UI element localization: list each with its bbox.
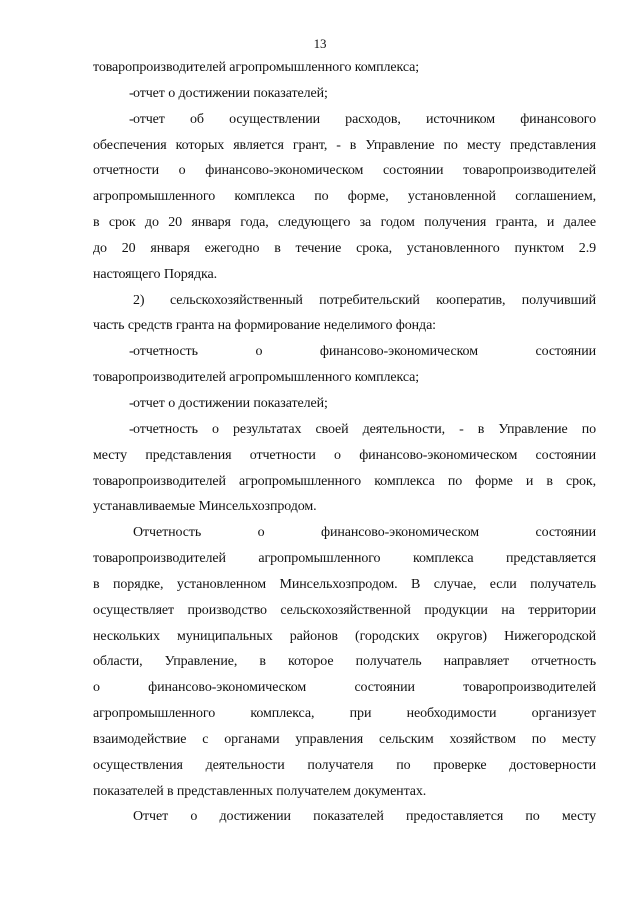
text-line [93, 339, 596, 365]
text-line [93, 417, 596, 443]
text-line: месту представления отчетности о финансово-экономическом состоянии [93, 447, 596, 463]
document-body [93, 55, 596, 830]
text-line: агропромышленного комплекса по форме, установленной соглашением, [93, 189, 596, 205]
text-line: нескольких муниципальных районов (городских округов) Нижегородской [93, 628, 596, 644]
text-line [93, 391, 596, 417]
bullet-marker: - [129, 421, 134, 437]
line-text: отчет об осуществлении расходов, источником финансового [133, 111, 596, 127]
text-line: в порядке, установленном Минсельхозпродом. В случае, если получатель [93, 576, 596, 592]
text-line: отчетности о финансово-экономическом состоянии товаропроизводителей [93, 163, 596, 179]
text-line: Отчет о достижении показателей предоставляется по месту [133, 809, 596, 825]
text-line: настоящего Порядка. [93, 266, 217, 282]
text-line [93, 288, 596, 314]
text-line: Отчетность о финансово-экономическом состоянии [133, 525, 596, 541]
page-number: 13 [313, 36, 327, 51]
text-line: товаропроизводителей агропромышленного комплекса; [93, 370, 420, 386]
text-line: в срок до 20 января года, следующего за годом получения гранта, и далее [93, 215, 596, 231]
text-line [93, 81, 596, 107]
list-number: 2) [133, 292, 145, 308]
bullet-marker: - [129, 111, 134, 127]
text-line: агропромышленного комплекса, при необходимости организует [93, 706, 596, 722]
text-line: товаропроизводителей агропромышленного комплекса; [93, 60, 420, 75]
text-line: взаимодействие с органами управления сельским хозяйством по месту [93, 731, 596, 747]
text-line: области, Управление, в которое получатель направляет отчетность [93, 654, 596, 670]
line-text: отчетность о финансово-экономическом состоянии [133, 344, 596, 360]
text-line: осуществляет производство сельскохозяйственной продукции на территории [93, 602, 596, 618]
line-text: сельскохозяйственный потребительский кооператив, получивший [170, 292, 596, 308]
line-text: отчет о достижении показателей; [133, 85, 328, 101]
bullet-marker: - [129, 85, 134, 101]
text-line: товаропроизводителей агропромышленного комплекса представляется [93, 551, 596, 567]
bullet-marker: - [129, 344, 134, 360]
line-text: отчетность о результатах своей деятельности, - в Управление по [133, 421, 596, 437]
text-line: до 20 января ежегодно в течение срока, установленного пунктом 2.9 [93, 240, 596, 256]
text-line: осуществления деятельности получателя по проверке достоверности [93, 757, 596, 773]
text-line: обеспечения которых является грант, - в Управление по месту представления [93, 137, 596, 153]
text-line: часть средств гранта на формирование неделимого фонда: [93, 318, 436, 334]
text-line: устанавливаемые Минсельхозпродом. [93, 499, 317, 515]
bullet-marker: - [129, 395, 134, 411]
text-line: показателей в представленных получателем документах. [93, 783, 427, 799]
line-text: отчет о достижении показателей; [133, 395, 328, 411]
text-line [93, 107, 596, 133]
text-line: товаропроизводителей агропромышленного комплекса по форме и в срок, [93, 473, 596, 489]
text-line: о финансово-экономическом состоянии товаропроизводителей [93, 680, 596, 696]
